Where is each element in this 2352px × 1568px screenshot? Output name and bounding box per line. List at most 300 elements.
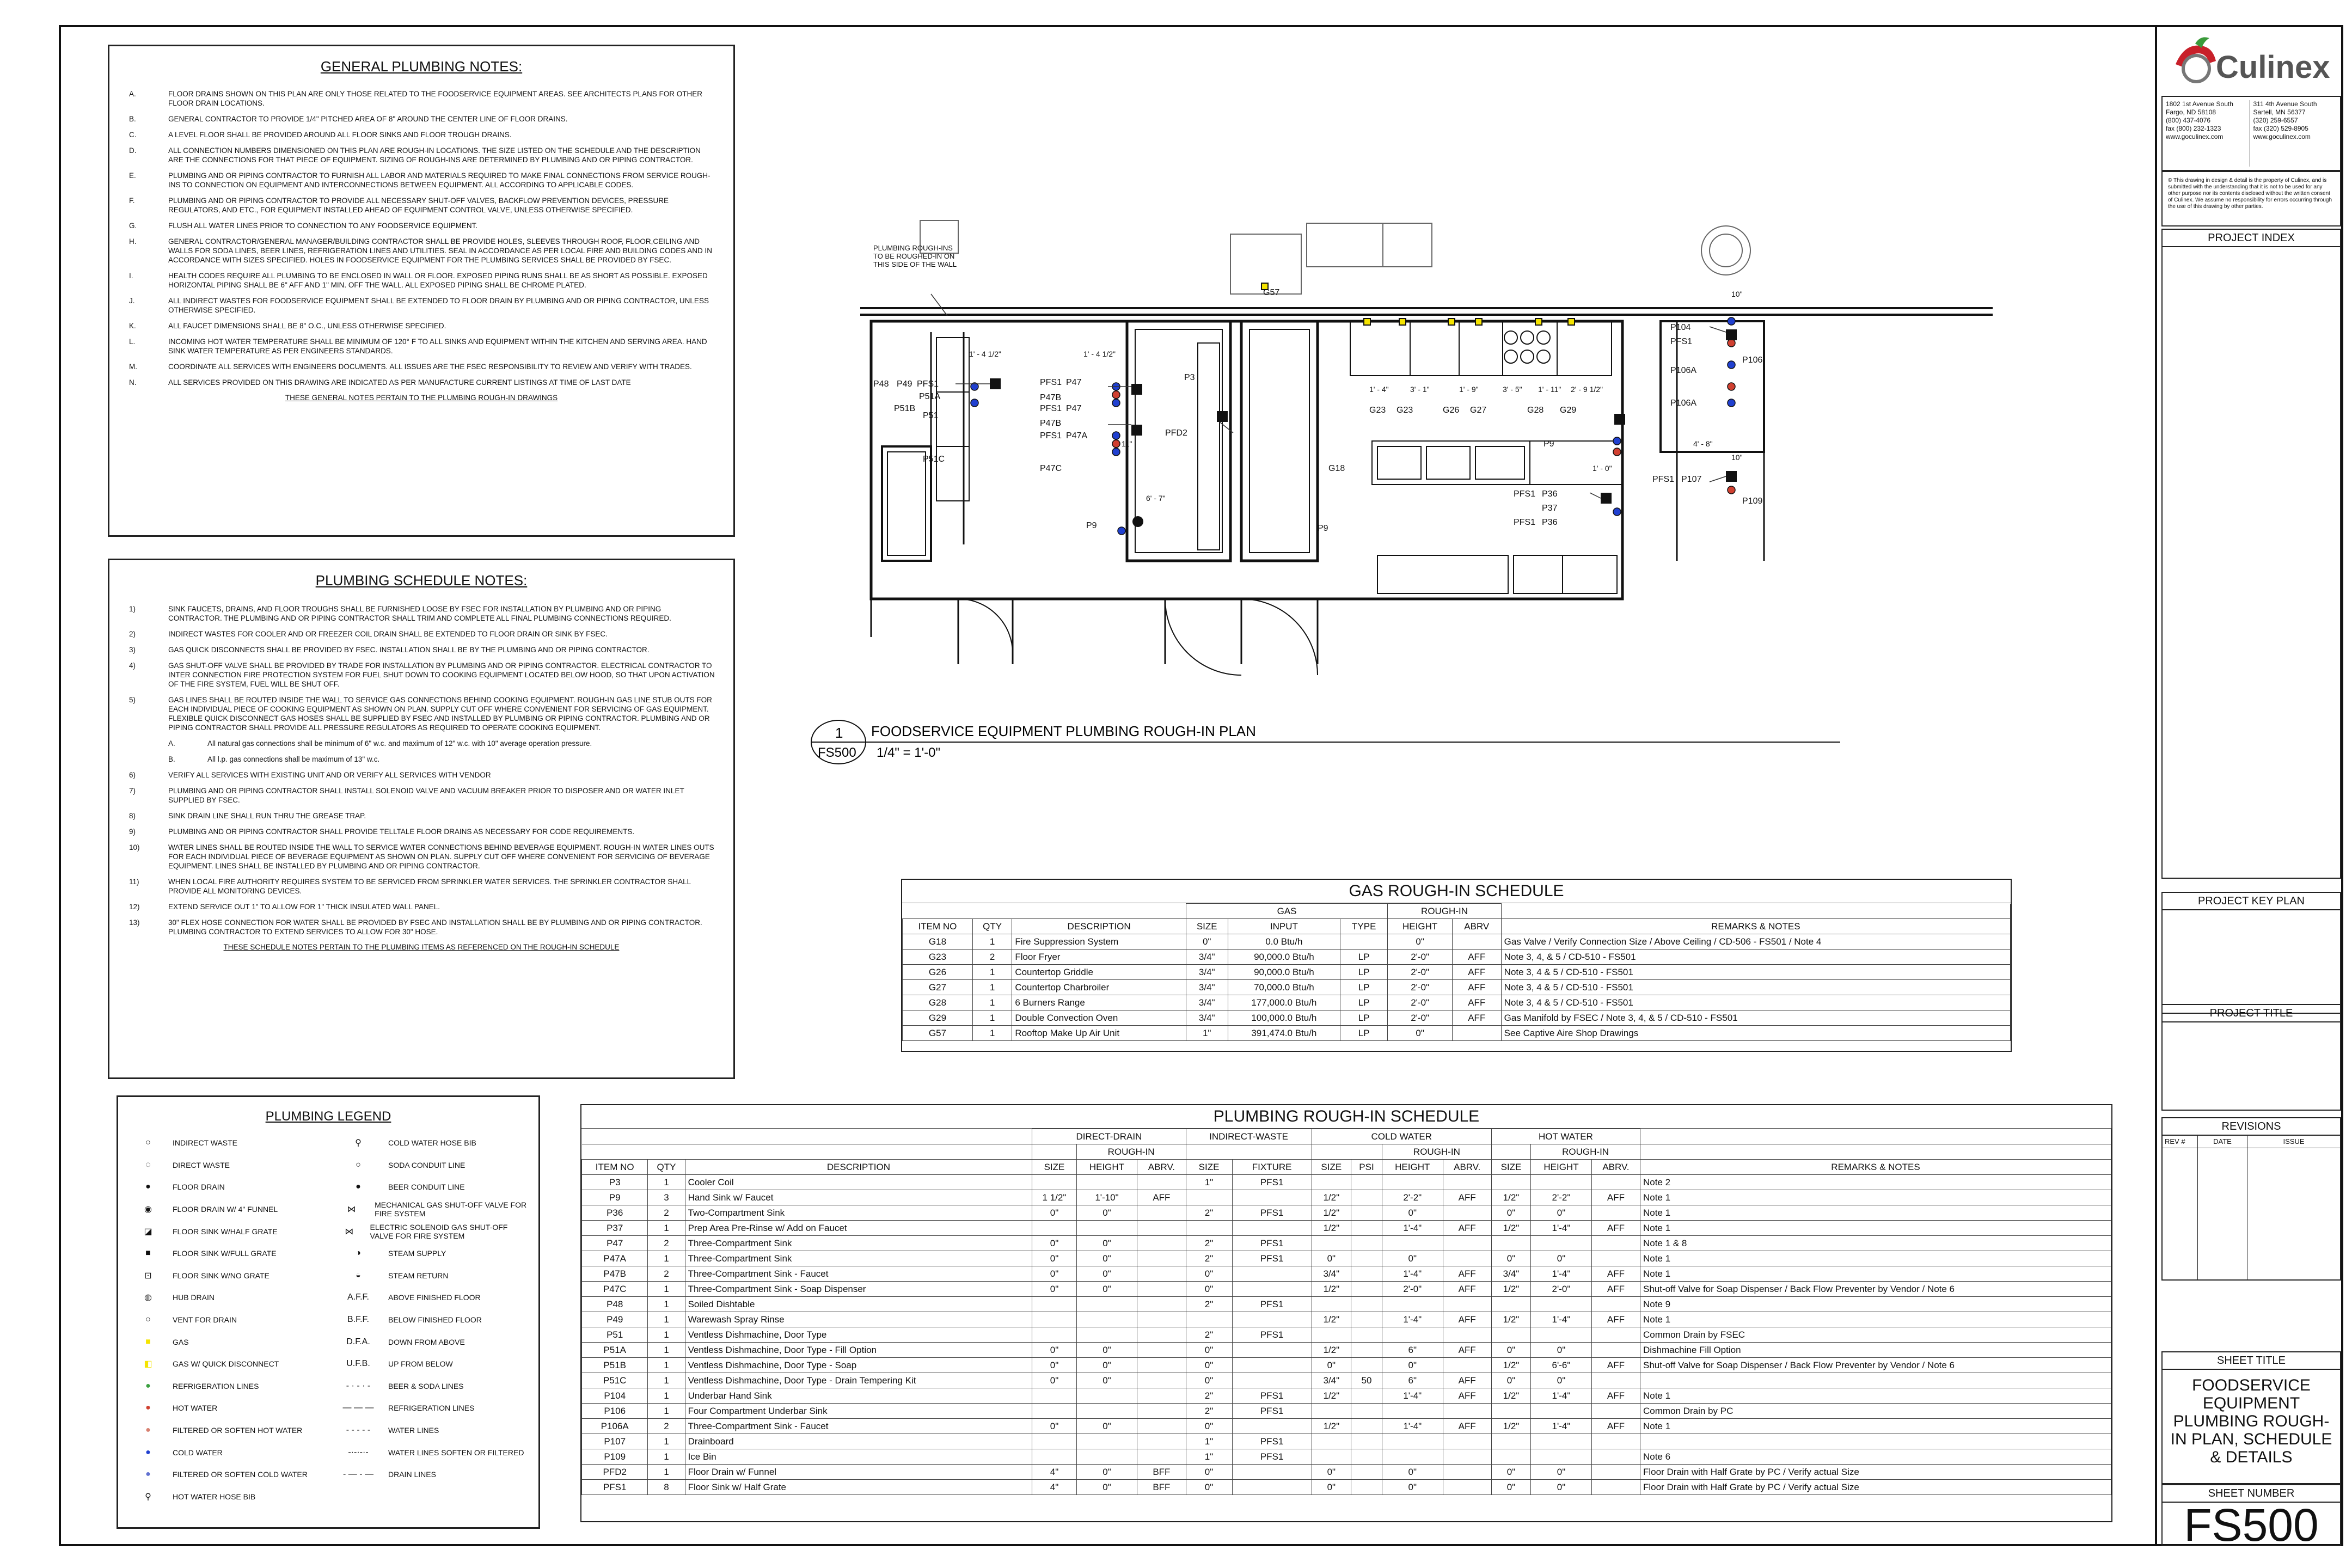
table-cell bbox=[1076, 1221, 1137, 1236]
table-cell: 0" bbox=[1186, 1465, 1232, 1480]
table-cell: LP bbox=[1340, 950, 1388, 965]
table-cell: Double Convection Oven bbox=[1012, 1010, 1186, 1026]
table-cell: 1/2" bbox=[1491, 1419, 1530, 1434]
table-row bbox=[582, 1312, 2111, 1327]
table-cell bbox=[1137, 1419, 1186, 1434]
table-cell: 1'-4" bbox=[1382, 1266, 1443, 1282]
table-cell bbox=[1351, 1343, 1382, 1358]
table-cell: AFF bbox=[1591, 1388, 1640, 1404]
table-cell: 0" bbox=[1186, 1373, 1232, 1388]
label-p106a-a: P106A bbox=[1670, 366, 1697, 375]
schedule_notes-note bbox=[129, 827, 715, 836]
table-cell: Three-Compartment Sink bbox=[685, 1251, 1032, 1266]
table-cell bbox=[1351, 1297, 1382, 1312]
table-cell: 0" bbox=[1312, 1358, 1351, 1373]
legend-label: ELECTRIC SOLENOID GAS SHUT-OFF VALVE FOR FIRE SYSTEM bbox=[370, 1222, 508, 1240]
table-cell: Note 1 bbox=[1640, 1388, 2111, 1404]
table-cell bbox=[1443, 1175, 1491, 1190]
table-cell: 0" bbox=[1032, 1205, 1076, 1221]
label-g26: G26 bbox=[1443, 406, 1460, 415]
table-cell bbox=[1312, 1434, 1351, 1449]
legend-label: COLD WATER bbox=[173, 1448, 223, 1457]
table-cell bbox=[1591, 1449, 1640, 1465]
table-cell: 0" bbox=[1186, 1419, 1232, 1434]
table-cell bbox=[1340, 934, 1388, 950]
table-cell: Countertop Charbroiler bbox=[1012, 980, 1186, 995]
table-row bbox=[582, 1297, 2111, 1312]
table-cell: 1/2" bbox=[1312, 1312, 1351, 1327]
table-cell: Ventless Dishmachine, Door Type - Fill Option bbox=[685, 1343, 1032, 1358]
schedule_notes-note-letter: 12) bbox=[129, 903, 140, 911]
general_notes-note-letter: N. bbox=[129, 378, 137, 387]
table-row bbox=[582, 1266, 2111, 1282]
schedule_notes-note-text: EXTEND SERVICE OUT 1" TO ALLOW FOR 1" THICK INSULATED WALL PANEL. bbox=[168, 903, 440, 911]
table-cell bbox=[1452, 934, 1501, 950]
project-index-label: PROJECT INDEX bbox=[2163, 230, 2340, 247]
table-cell: 1 bbox=[648, 1373, 685, 1388]
table-cell bbox=[1531, 1175, 1592, 1190]
schedule_notes-note bbox=[129, 695, 715, 732]
dim-4: 3' - 1" bbox=[1410, 385, 1430, 394]
table-cell: 6" bbox=[1382, 1373, 1443, 1388]
table-cell bbox=[1232, 1221, 1312, 1236]
table-cell: P48 bbox=[582, 1297, 648, 1312]
general_notes-note-text: ALL CONNECTION NUMBERS DIMENSIONED ON THIS PLAN ARE ROUGH-IN LOCATIONS. THE SIZE LISTED ON THE SCHEDULE AND THE DESCRIPTION ARE THE CONNECTIONS FOR THAT PIECE OF EQUIPMENT. SIZING OF ROUGH-INS ARE DETERMINED BY PLUMBING AND OR PIPING CONTRACTOR. bbox=[168, 146, 701, 164]
table-cell bbox=[1032, 1449, 1076, 1465]
table-cell bbox=[1382, 1434, 1443, 1449]
general_notes-note-text: ALL FAUCET DIMENSIONS SHALL BE 8" O.C., UNLESS OTHERWISE SPECIFIED. bbox=[168, 322, 446, 330]
table-cell: G28 bbox=[903, 995, 973, 1010]
table-cell: 2" bbox=[1186, 1297, 1232, 1312]
table-cell: 1/2" bbox=[1491, 1388, 1530, 1404]
table-cell bbox=[1591, 1404, 1640, 1419]
table-cell bbox=[1531, 1297, 1592, 1312]
table-cell bbox=[1491, 1449, 1530, 1465]
legend-symbol-icon: ◑ bbox=[356, 1248, 361, 1258]
column-header: REMARKS & NOTES bbox=[1640, 1160, 2111, 1175]
table-cell: Floor Drain w/ Funnel bbox=[685, 1465, 1032, 1480]
table-cell: AFF bbox=[1443, 1419, 1491, 1434]
table-cell: P51A bbox=[582, 1343, 648, 1358]
table-cell: 1 bbox=[648, 1404, 685, 1419]
table-cell: Shut-off Valve for Soap Dispenser / Back Flow Preventer by Vendor / Note 6 bbox=[1640, 1282, 2111, 1297]
table-cell bbox=[1232, 1373, 1312, 1388]
schedule_notes-note bbox=[129, 902, 715, 911]
legend-symbol-icon: A.F.F. bbox=[347, 1293, 369, 1302]
table-cell: 1 bbox=[972, 980, 1012, 995]
table-cell bbox=[1076, 1297, 1137, 1312]
schedule_notes-note bbox=[129, 786, 715, 805]
legend-item bbox=[328, 1132, 533, 1154]
table-cell bbox=[1351, 1221, 1382, 1236]
table-cell: PFS1 bbox=[1232, 1205, 1312, 1221]
general_notes-note-text: HEALTH CODES REQUIRE ALL PLUMBING TO BE ENCLOSED IN WALL OR FLOOR. EXPOSED PIPING RUNS SHALL BE AS SHORT AS POSSIBLE. EXPOSED HORIZONTAL PIPING SHALL BE 6" AFF AND 1" MIN. OFF THE WALL. ALL EXPOSED PIPING SHALL BE CHROME PLATED. bbox=[168, 272, 708, 289]
table-cell: P47C bbox=[582, 1282, 648, 1297]
table-cell: Warewash Spray Rinse bbox=[685, 1312, 1032, 1327]
schedule-notes-list bbox=[109, 604, 733, 936]
table-cell: Three-Compartment Sink - Faucet bbox=[685, 1266, 1032, 1282]
legend-symbol-icon: ● bbox=[145, 1469, 151, 1479]
table-cell: 1/2" bbox=[1491, 1312, 1530, 1327]
label-pfs1-h: PFS1 bbox=[1652, 475, 1675, 484]
label-p47b: P47B bbox=[1040, 393, 1062, 402]
schedule_notes-note-letter: 13) bbox=[129, 918, 140, 927]
table-cell: AFF bbox=[1452, 950, 1501, 965]
general_notes-note-text: COORDINATE ALL SERVICES WITH ENGINEERS DOCUMENTS. ALL ISSUES ARE THE FSEC RESPONSIBILITY TO REVIEW AND VERIFY WITH TRADES. bbox=[168, 363, 692, 371]
column-header: ABRV. bbox=[1443, 1160, 1491, 1175]
address-line: Sartell, MN 56377 bbox=[2253, 108, 2306, 116]
column-header: HEIGHT bbox=[1531, 1160, 1592, 1175]
table-cell bbox=[1443, 1327, 1491, 1343]
table-cell: 2 bbox=[648, 1266, 685, 1282]
column-header: ABRV. bbox=[1137, 1160, 1186, 1175]
schedule_notes-note-letter: 2) bbox=[129, 630, 136, 638]
legend-item bbox=[124, 1220, 328, 1242]
table-row bbox=[582, 1449, 2111, 1465]
iw-header: INDIRECT-WASTE bbox=[1186, 1129, 1312, 1144]
schedule_notes-note bbox=[129, 811, 715, 820]
sheet-number-label: SHEET NUMBER bbox=[2163, 1485, 2340, 1503]
table-cell: 3 bbox=[648, 1190, 685, 1205]
table-cell: Underbar Hand Sink bbox=[685, 1388, 1032, 1404]
gas-rough-header: ROUGH-IN bbox=[1388, 904, 1501, 919]
table-cell: Four Compartment Underbar Sink bbox=[685, 1404, 1032, 1419]
table-cell: LP bbox=[1340, 1010, 1388, 1026]
table-cell: AFF bbox=[1443, 1266, 1491, 1282]
table-cell: 0" bbox=[1076, 1373, 1137, 1388]
table-cell: Hand Sink w/ Faucet bbox=[685, 1190, 1032, 1205]
column-header: DESCRIPTION bbox=[685, 1160, 1032, 1175]
general_notes-note-letter: A. bbox=[129, 90, 136, 98]
table-row bbox=[582, 1205, 2111, 1221]
table-cell: 1 bbox=[648, 1175, 685, 1190]
table-row bbox=[582, 1236, 2111, 1251]
schedule_notes-note bbox=[129, 645, 715, 654]
label-p47c: P47C bbox=[1040, 464, 1062, 473]
legend-label: MECHANICAL GAS SHUT-OFF VALVE FOR FIRE SYSTEM bbox=[375, 1200, 527, 1218]
table-cell bbox=[1640, 1373, 2111, 1388]
schedule-notes-title: PLUMBING SCHEDULE NOTES: bbox=[315, 572, 528, 589]
table-cell: LP bbox=[1340, 965, 1388, 980]
table-row bbox=[582, 1419, 2111, 1434]
table-cell bbox=[1312, 1236, 1351, 1251]
legend-label: GAS bbox=[173, 1337, 189, 1346]
table-cell: 1'-4" bbox=[1382, 1419, 1443, 1434]
legend-symbol-icon: - - - - - bbox=[346, 1425, 371, 1435]
label-p51b: P51B bbox=[894, 404, 916, 413]
table-cell: Note 6 bbox=[1640, 1449, 2111, 1465]
legend-symbol-icon: D.F.A. bbox=[346, 1337, 370, 1346]
table-cell: PFS1 bbox=[1232, 1236, 1312, 1251]
table-cell bbox=[1232, 1266, 1312, 1282]
dim-6: 3' - 5" bbox=[1503, 385, 1522, 394]
schedule_notes-note-text: GAS LINES SHALL BE ROUTED INSIDE THE WALL TO SERVICE GAS CONNECTIONS BEHIND COOKING EQUIPMENT. ROUGH-IN GAS LINE STUB OUTS FOR EACH INDIVIDUAL PIECE OF COOKING EQUIPMENT AS SHOWN ON PLAN. SUPPLY CUT OFF WHERE CONVENIENT FOR SERVICING OF GAS EQUIPMENT. FLEXIBLE QUICK DISCONNECT GAS HOSES SHALL BE SUPPLIED BY FSEC AND INSTALLED BY PLUMBING OR PIPING CONTRACTOR. PLUMBING AND OR PIPING CONTRACTOR SHALL PROVIDE ALL PRESSURE REGULATORS AS REQUIRED TO OPERATE COOKING EQUIPMENT. bbox=[168, 696, 712, 732]
table-cell: PFS1 bbox=[1232, 1388, 1312, 1404]
address-line: www.goculinex.com bbox=[2253, 133, 2311, 140]
gas-schedule-title: GAS ROUGH-IN SCHEDULE bbox=[902, 880, 2011, 903]
legend-label: STEAM RETURN bbox=[388, 1271, 449, 1280]
schedule_notes-note-text: GAS SHUT-OFF VALVE SHALL BE PROVIDED BY TRADE FOR INSTALLATION BY PLUMBING AND OR PIPING CONTRACTOR. ELECTRICAL CONTRACTOR TO INTER CONNECTION FIRE PROTECTION SYSTEM FOR FUEL SHUT DOWN TO COOKING EQUIPMENT LOCATED BELOW HOOD, SO THAT UPON ACTIVATION OF THE FIRE SYSTEM, FUEL WILL BE SHUT OFF. bbox=[168, 661, 715, 688]
table-cell bbox=[1591, 1327, 1640, 1343]
legend-symbol-icon: - · - · - bbox=[346, 1381, 371, 1391]
plan-note-line-1: PLUMBING ROUGH-INS bbox=[873, 244, 953, 252]
schedule_notes-note-letter: 8) bbox=[129, 812, 136, 820]
dim-8: 2' - 9 1/2" bbox=[1571, 385, 1603, 394]
label-g28: G28 bbox=[1527, 406, 1544, 415]
key-plan-label: PROJECT KEY PLAN bbox=[2163, 893, 2340, 910]
table-cell bbox=[1382, 1449, 1443, 1465]
table-cell bbox=[1232, 1480, 1312, 1495]
legend-label: UP FROM BELOW bbox=[388, 1359, 453, 1369]
table-cell: 2" bbox=[1186, 1327, 1232, 1343]
table-cell: LP bbox=[1340, 995, 1388, 1010]
schedule_notes-note bbox=[129, 661, 715, 689]
legend-item bbox=[124, 1242, 328, 1265]
table-cell: AFF bbox=[1452, 980, 1501, 995]
schedule_notes-note bbox=[129, 843, 715, 871]
table-cell: 0" bbox=[1076, 1236, 1137, 1251]
legend-item bbox=[124, 1419, 328, 1442]
schedule_notes-note-letter: B. bbox=[168, 755, 175, 763]
table-cell bbox=[1591, 1465, 1640, 1480]
column-header: ITEM NO bbox=[903, 919, 973, 934]
table-cell bbox=[1531, 1434, 1592, 1449]
table-cell: 0" bbox=[1076, 1465, 1137, 1480]
legend-label: FILTERED OR SOFTEN HOT WATER bbox=[173, 1426, 303, 1435]
table-cell: 2'-0" bbox=[1388, 965, 1453, 980]
table-cell: 1/2" bbox=[1312, 1419, 1351, 1434]
label-p9-c: P9 bbox=[1086, 521, 1097, 530]
plumbing-schedule-title: PLUMBING ROUGH-IN SCHEDULE bbox=[581, 1105, 2111, 1129]
table-cell: Note 9 bbox=[1640, 1297, 2111, 1312]
table-cell bbox=[1312, 1175, 1351, 1190]
table-row bbox=[582, 1221, 2111, 1236]
schedule_notes-note-text: 30" FLEX HOSE CONNECTION FOR WATER SHALL BE PROVIDED BY FSEC AND INSTALLATION SHALL BE BY PLUMBING AND OR PIPING CONTRACTOR. PLUMBING CONTRACTOR TO EXTEND SERVICES TO ALLOW FOR 30" HOSE. bbox=[168, 918, 702, 936]
column-header: PSI bbox=[1351, 1160, 1382, 1175]
label-p37: P37 bbox=[1542, 504, 1558, 513]
column-header: HEIGHT bbox=[1388, 919, 1453, 934]
hw-rough-header: ROUGH-IN bbox=[1531, 1144, 1640, 1160]
general_notes-note bbox=[129, 196, 715, 215]
legend-symbol-icon: — — — bbox=[342, 1403, 374, 1413]
table-cell bbox=[1443, 1449, 1491, 1465]
column-header: SIZE bbox=[1186, 1160, 1232, 1175]
table-cell: AFF bbox=[1591, 1312, 1640, 1327]
table-cell bbox=[1137, 1251, 1186, 1266]
table-cell: AFF bbox=[1591, 1282, 1640, 1297]
legend-left-column bbox=[124, 1132, 328, 1508]
table-cell: 0" bbox=[1491, 1465, 1530, 1480]
table-cell: 3/4" bbox=[1186, 965, 1228, 980]
label-p109: P109 bbox=[1742, 497, 1763, 506]
table-cell: 1/2" bbox=[1491, 1190, 1530, 1205]
table-cell: 0" bbox=[1382, 1358, 1443, 1373]
table-cell: 0" bbox=[1076, 1205, 1137, 1221]
label-pfs1-e: PFS1 bbox=[1514, 489, 1536, 499]
label-p48: P48 bbox=[873, 379, 889, 389]
table-cell: 1/2" bbox=[1312, 1205, 1351, 1221]
table-cell: 1" bbox=[1186, 1434, 1232, 1449]
table-cell bbox=[1351, 1388, 1382, 1404]
general_notes-note-letter: J. bbox=[129, 297, 135, 305]
legend-label: INDIRECT WASTE bbox=[173, 1138, 238, 1148]
table-cell: 2 bbox=[648, 1236, 685, 1251]
legend-symbol-icon: ● bbox=[145, 1403, 151, 1413]
legend-item bbox=[124, 1486, 328, 1508]
table-cell: Note 1 bbox=[1640, 1251, 2111, 1266]
table-cell: 0.0 Btu/h bbox=[1228, 934, 1340, 950]
table-cell: 0" bbox=[1032, 1419, 1076, 1434]
table-cell: P106A bbox=[582, 1419, 648, 1434]
cw-rough-header: ROUGH-IN bbox=[1382, 1144, 1491, 1160]
label-pfs1-f: PFS1 bbox=[1514, 518, 1536, 527]
table-row bbox=[582, 1282, 2111, 1297]
table-cell: 3/4" bbox=[1312, 1373, 1351, 1388]
dim-1: 1' - 4 1/2" bbox=[969, 350, 1002, 358]
sheet-number: FS500 bbox=[2184, 1499, 2319, 1551]
table-cell: 0" bbox=[1382, 1480, 1443, 1495]
table-cell: 1 bbox=[648, 1312, 685, 1327]
legend-item bbox=[124, 1353, 328, 1375]
table-cell bbox=[1312, 1297, 1351, 1312]
table-cell: AFF bbox=[1591, 1190, 1640, 1205]
table-cell: 0" bbox=[1382, 1205, 1443, 1221]
title-block bbox=[2155, 25, 2345, 1551]
legend-item bbox=[328, 1441, 533, 1463]
legend-symbol-icon: ● bbox=[145, 1447, 151, 1457]
table-cell bbox=[1312, 1327, 1351, 1343]
table-cell: 1 bbox=[648, 1343, 685, 1358]
table-cell: 0" bbox=[1388, 934, 1453, 950]
table-cell: 1 bbox=[648, 1434, 685, 1449]
schedule_notes-note bbox=[129, 604, 715, 623]
table-row bbox=[582, 1465, 2111, 1480]
legend-symbol-icon: ⚲ bbox=[145, 1492, 151, 1502]
column-header: SIZE bbox=[1032, 1160, 1076, 1175]
table-cell bbox=[1137, 1205, 1186, 1221]
table-cell bbox=[1076, 1312, 1137, 1327]
legend-symbol-icon: ◧ bbox=[144, 1359, 152, 1369]
table-cell: AFF bbox=[1452, 995, 1501, 1010]
legend-item bbox=[124, 1375, 328, 1398]
table-cell: 0" bbox=[1531, 1480, 1592, 1495]
table-cell: P36 bbox=[582, 1205, 648, 1221]
table-cell: Note 3, 4 & 5 / CD-510 - FS501 bbox=[1501, 980, 2010, 995]
schedule_notes-note-letter: 11) bbox=[129, 878, 139, 886]
legend-label: REFRIGERATION LINES bbox=[173, 1381, 259, 1391]
general-notes-box bbox=[108, 45, 735, 537]
table-cell bbox=[1491, 1434, 1530, 1449]
label-p104: P104 bbox=[1670, 323, 1691, 332]
general_notes-note bbox=[129, 89, 715, 108]
table-cell: Fire Suppression System bbox=[1012, 934, 1186, 950]
table-cell: Shut-off Valve for Soap Dispenser / Back Flow Preventer by Vendor / Note 6 bbox=[1640, 1358, 2111, 1373]
dim-12: 11" bbox=[1122, 439, 1132, 448]
rev-col-num: REV # bbox=[2163, 1136, 2198, 1148]
column-header: DESCRIPTION bbox=[1012, 919, 1186, 934]
label-pfs1-b: PFS1 bbox=[1040, 378, 1062, 387]
legend-label: BELOW FINISHED FLOOR bbox=[388, 1315, 482, 1325]
table-cell: G23 bbox=[903, 950, 973, 965]
table-cell bbox=[1232, 1358, 1312, 1373]
table-cell: BFF bbox=[1137, 1465, 1186, 1480]
label-p51c: P51C bbox=[923, 455, 945, 464]
table-cell bbox=[1591, 1343, 1640, 1358]
general_notes-note bbox=[129, 378, 715, 387]
table-cell: 1/2" bbox=[1312, 1190, 1351, 1205]
table-cell bbox=[1491, 1236, 1530, 1251]
table-cell: PFS1 bbox=[1232, 1251, 1312, 1266]
legend-label: WATER LINES SOFTEN OR FILTERED bbox=[388, 1448, 524, 1457]
table-cell bbox=[1137, 1221, 1186, 1236]
address-sartell bbox=[2250, 100, 2337, 167]
gas-schedule bbox=[901, 879, 2012, 1052]
general_notes-note-text: GENERAL CONTRACTOR/GENERAL MANAGER/BUILDING CONTRACTOR SHALL BE PROVIDE HOLES, SLEEVES THROUGH ROOF, FLOOR,CEILING AND WALLS FOR SODA LINES, BEER LINES, REFRIGERATION LINES AND UTILITIES. SEAL IN ACCORDANCE AS PER LOCAL FIRE AND BUILDING CODES AND IN ACCORDANCE WITH SIZES SPECIFIED. HOLES IN FOODSERVICE EQUIPMENT FOR THE PLUMBING SERVICES SHALL BE PROVIDED BY FSEC. bbox=[168, 237, 712, 264]
schedule_notes-note bbox=[129, 918, 715, 936]
table-cell: PFS1 bbox=[1232, 1434, 1312, 1449]
table-cell bbox=[1531, 1404, 1592, 1419]
schedule_notes-note bbox=[129, 770, 715, 780]
table-cell: LP bbox=[1340, 980, 1388, 995]
cw-header: COLD WATER bbox=[1312, 1129, 1491, 1144]
table-cell: PFS1 bbox=[1232, 1404, 1312, 1419]
dim-3: 1' - 4" bbox=[1369, 385, 1389, 394]
table-cell: 2'-2" bbox=[1531, 1190, 1592, 1205]
legend-item bbox=[124, 1441, 328, 1463]
hw-header: HOT WATER bbox=[1491, 1129, 1640, 1144]
plan-title-block bbox=[811, 720, 1840, 764]
table-cell: P106 bbox=[582, 1404, 648, 1419]
table-cell bbox=[1443, 1297, 1491, 1312]
table-cell: G18 bbox=[903, 934, 973, 950]
general_notes-note-text: INCOMING HOT WATER TEMPERATURE SHALL BE MINIMUM OF 120° F TO ALL SINKS AND EQUIPMENT WITHIN THE KITCHEN AND SERVING AREA. HAND SINK WATER TEMPERATURE AS PER ENGINEERS STANDARDS. bbox=[168, 338, 707, 355]
table-cell bbox=[1137, 1236, 1186, 1251]
table-cell: 3/4" bbox=[1491, 1266, 1530, 1282]
column-header: INPUT bbox=[1228, 919, 1340, 934]
legend-symbol-icon: ◒ bbox=[356, 1270, 361, 1280]
general-notes-title: GENERAL PLUMBING NOTES: bbox=[320, 58, 523, 75]
address-line: 311 4th Avenue South bbox=[2253, 100, 2317, 108]
general-notes-footer: THESE GENERAL NOTES PERTAIN TO THE PLUMBING ROUGH-IN DRAWINGS bbox=[285, 394, 558, 402]
table-cell: LP bbox=[1340, 1026, 1388, 1041]
table-cell: 0" bbox=[1531, 1205, 1592, 1221]
table-cell bbox=[1351, 1419, 1382, 1434]
table-cell: 0" bbox=[1312, 1465, 1351, 1480]
table-cell: AFF bbox=[1443, 1190, 1491, 1205]
general_notes-note bbox=[129, 362, 715, 371]
table-cell bbox=[1531, 1236, 1592, 1251]
table-cell: G26 bbox=[903, 965, 973, 980]
legend-label: BEER CONDUIT LINE bbox=[388, 1183, 465, 1192]
legend-label: FLOOR SINK W/NO GRATE bbox=[173, 1271, 270, 1280]
table-cell: 1 bbox=[648, 1449, 685, 1465]
column-header: ITEM NO bbox=[582, 1160, 648, 1175]
table-row bbox=[582, 1434, 2111, 1449]
dim-10: 10" bbox=[1731, 453, 1743, 462]
legend-item bbox=[124, 1265, 328, 1287]
legend-symbol-icon: ○ bbox=[356, 1160, 361, 1169]
table-cell bbox=[1137, 1343, 1186, 1358]
table-cell: 50 bbox=[1351, 1373, 1382, 1388]
table-cell: Floor Fryer bbox=[1012, 950, 1186, 965]
table-cell: AFF bbox=[1591, 1221, 1640, 1236]
address-line: 1802 1st Avenue South bbox=[2166, 100, 2233, 108]
table-cell bbox=[1137, 1373, 1186, 1388]
table-cell: 0" bbox=[1388, 1026, 1453, 1041]
table-cell bbox=[1382, 1404, 1443, 1419]
table-cell: 1/2" bbox=[1491, 1282, 1530, 1297]
label-p49: P49 bbox=[897, 379, 912, 389]
